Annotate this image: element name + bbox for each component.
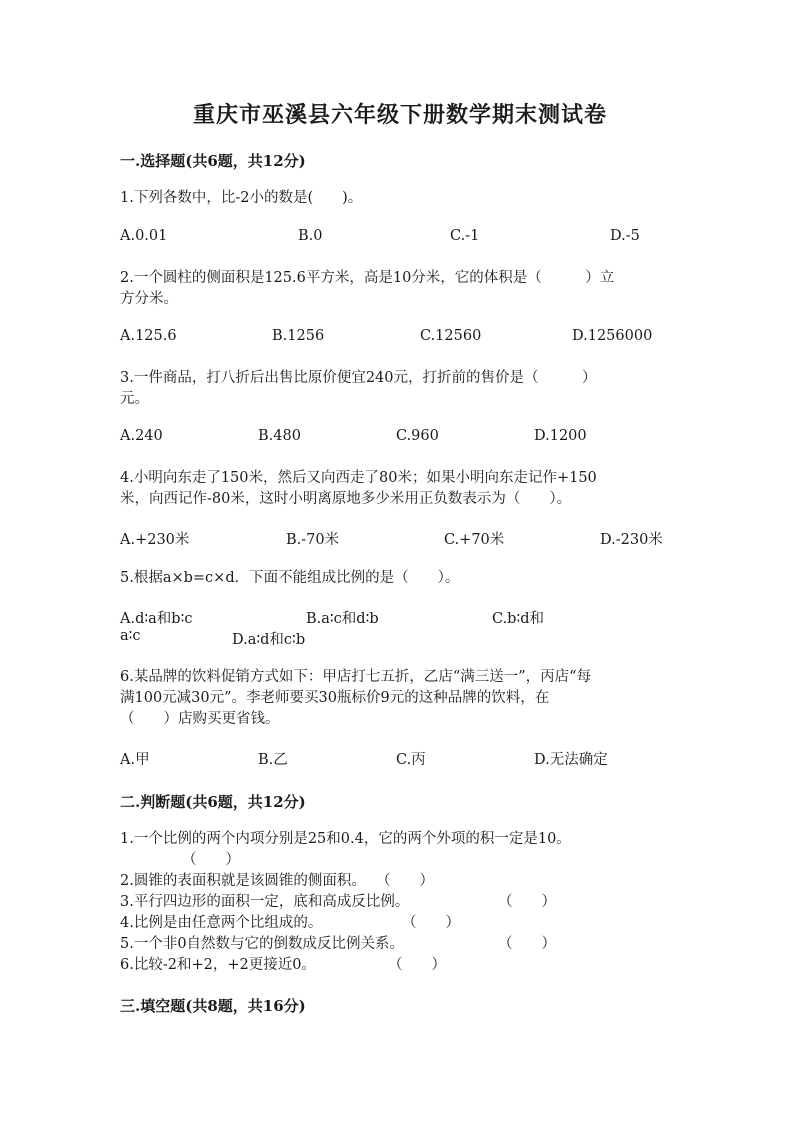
option-d: D.1200 (534, 428, 587, 444)
tf-item-3-answer-blank: （ ） (498, 894, 556, 910)
tf-item-4 (120, 913, 680, 934)
option-a: A.125.6 (120, 328, 177, 344)
tf-item-5 (120, 934, 680, 955)
section-heading-choice: 一.选择题(共6题，共12分) (120, 152, 306, 170)
question-1-options (120, 228, 680, 249)
question-6-line-3: （ ）店购买更省钱。 (120, 711, 280, 727)
tf-item-6-text: 6.比较-2和+2，+2更接近0。 (120, 957, 316, 973)
tf-item-3-text: 3.平行四边形的面积一定，底和高成反比例。 (120, 894, 410, 910)
tf-item-2 (120, 871, 680, 892)
option-d: D.a∶d和c∶b (232, 632, 306, 648)
question-6-options (120, 748, 680, 769)
section-heading-fill-in: 三.填空题(共8题，共16分) (120, 997, 306, 1015)
question-4-line-1: 4.小明向东走了150米，然后又向西走了80米；如果小明向东走记作+150 (120, 470, 597, 486)
option-d: D.-230米 (600, 532, 663, 548)
option-d: D.无法确定 (534, 752, 608, 768)
question-2-options (120, 328, 680, 349)
tf-item-4-answer-blank: （ ） (402, 915, 460, 931)
option-b: B.乙 (258, 752, 288, 768)
question-5-options-row-1 (120, 607, 680, 628)
tf-item-1-text: 1.一个比例的两个内项分别是25和0.4，它的两个外项的积一定是10。 (120, 831, 571, 847)
page-title: 重庆市巫溪县六年级下册数学期末测试卷 (192, 102, 607, 128)
question-6-line-1: 6.某品牌的饮料促销方式如下：甲店打七五折，乙店“满三送一”，丙店“每 (120, 669, 592, 685)
tf-item-1-answer-blank: （ ） (182, 852, 240, 868)
tf-item-5-answer-blank: （ ） (498, 936, 556, 952)
option-c: C.-1 (450, 228, 480, 244)
option-c-continued: a∶c (120, 628, 141, 644)
question-4-line-2: 米，向西记作-80米，这时小明离原地多少米用正负数表示为（ ）。 (120, 491, 572, 507)
tf-item-4-text: 4.比例是由任意两个比组成的。 (120, 915, 323, 931)
question-3-options (120, 428, 680, 449)
question-6-line-2: 满100元减30元”。李老师要买30瓶标价9元的这种品牌的饮料，在 (120, 690, 550, 706)
option-b: B.-70米 (286, 532, 340, 548)
question-5: 5.根据a×b=c×d．下面不能组成比例的是（ ）。 (120, 570, 460, 586)
tf-item-6 (120, 955, 680, 976)
question-3-line-2: 元。 (120, 391, 149, 407)
option-c: C.丙 (396, 752, 426, 768)
question-4-options (120, 528, 680, 549)
tf-item-2-answer-blank: （ ） (376, 873, 434, 889)
question-3-line-1: 3.一件商品，打八折后出售比原价便宜240元，打折前的售价是（ ） (120, 370, 597, 386)
tf-item-2-text: 2.圆锥的表面积就是该圆锥的侧面积。 (120, 873, 366, 889)
option-b: B.0 (298, 228, 323, 244)
question-2-line-1: 2.一个圆柱的侧面积是125.6平方米，高是10分米，它的体积是（ ）立 (120, 270, 615, 286)
option-c: C.b∶d和 (492, 611, 545, 627)
tf-item-5-text: 5.一个非0自然数与它的倒数成反比例关系。 (120, 936, 405, 952)
option-b: B.1256 (272, 328, 325, 344)
tf-item-3 (120, 892, 680, 913)
option-b: B.480 (258, 428, 301, 444)
question-1: 1.下列各数中，比-2小的数是( )。 (120, 190, 363, 206)
option-c: C.+70米 (444, 532, 505, 548)
tf-item-1 (120, 829, 680, 871)
question-5-options-row-2 (120, 628, 680, 649)
option-a: A.+230米 (120, 532, 190, 548)
option-a: A.0.01 (120, 228, 168, 244)
question-2-line-2: 方分米。 (120, 291, 178, 307)
option-c: C.960 (396, 428, 439, 444)
tf-item-6-answer-blank: （ ） (388, 957, 446, 973)
question-3 (120, 368, 680, 410)
section-heading-true-false: 二.判断题(共6题，共12分) (120, 793, 306, 811)
question-2 (120, 268, 680, 310)
question-4 (120, 468, 680, 510)
option-a: A.甲 (120, 752, 150, 768)
option-d: D.1256000 (572, 328, 653, 344)
option-d: D.-5 (610, 228, 640, 244)
option-c: C.12560 (420, 328, 482, 344)
option-a: A.d∶a和b∶c (120, 611, 193, 627)
question-6 (120, 667, 680, 730)
option-a: A.240 (120, 428, 163, 444)
option-b: B.a∶c和d∶b (306, 611, 379, 627)
